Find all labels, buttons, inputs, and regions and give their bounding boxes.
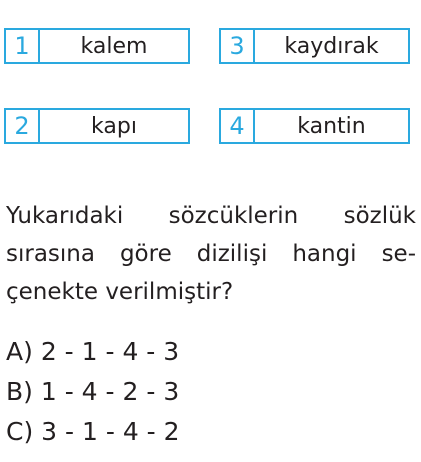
option-b[interactable] [6, 372, 180, 412]
option-value: 2 - 1 - 4 - 3 [40, 337, 180, 366]
word-number: 2 [6, 110, 40, 142]
question-line-3: çenekte verilmiştir? [6, 279, 234, 305]
question-line-2: sırasına göre dizilişi hangi se- [6, 241, 416, 267]
word-label: kantin [297, 113, 366, 139]
word-label: kalem [80, 33, 148, 59]
option-value: 3 - 1 - 4 - 2 [41, 417, 180, 446]
word-number: 1 [6, 30, 40, 62]
word-card-4 [219, 108, 410, 144]
option-c[interactable] [6, 412, 180, 452]
question-line-1: Yukarıdaki sözcüklerin sözlük [6, 203, 416, 229]
option-letter: B) [6, 377, 33, 406]
word-label: kapı [91, 113, 137, 139]
word-number: 4 [221, 110, 255, 142]
option-letter: A) [6, 337, 33, 366]
option-letter: C) [6, 417, 34, 446]
word-number: 3 [221, 30, 255, 62]
option-value: 1 - 4 - 2 - 3 [40, 377, 180, 406]
word-label: kaydırak [284, 33, 379, 59]
word-card-3 [219, 28, 410, 64]
answer-options [6, 332, 180, 452]
word-card-1 [4, 28, 190, 64]
question-text [6, 197, 416, 311]
option-a[interactable] [6, 332, 180, 372]
word-card-2 [4, 108, 190, 144]
